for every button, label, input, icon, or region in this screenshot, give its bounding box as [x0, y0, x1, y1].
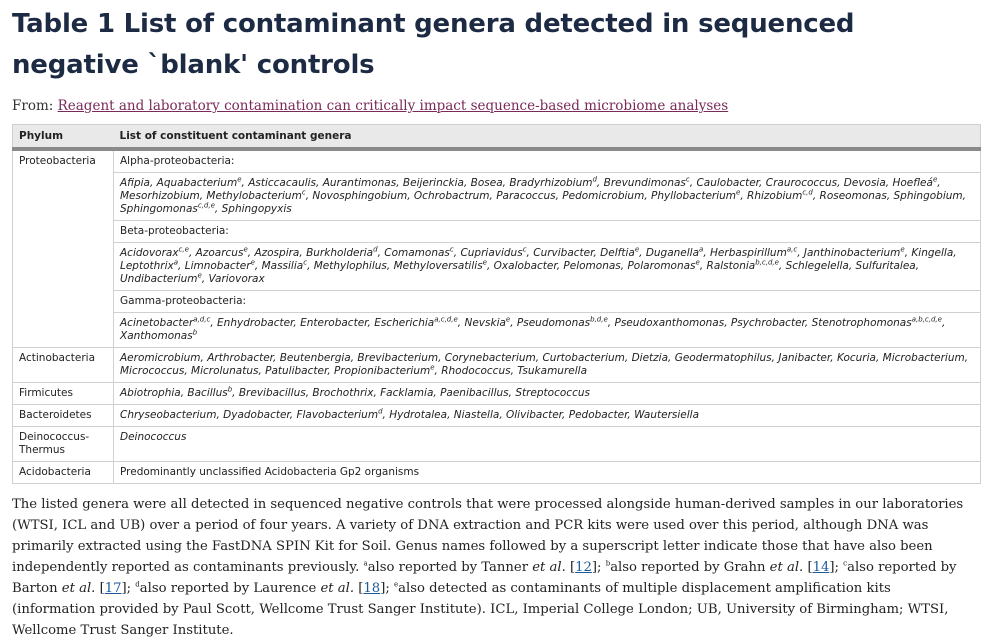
genus-name: Duganella — [645, 247, 700, 259]
genus-name: Aquabacterium — [156, 177, 238, 189]
genus-footnote-marker: e — [695, 258, 700, 267]
genus-name: Pedomicrobium — [562, 190, 645, 202]
genus-name: Methyloversatilis — [393, 260, 483, 272]
genus-name: Azospira — [254, 247, 300, 259]
genus-name: Enhydrobacter — [217, 317, 294, 329]
genus-footnote-marker: e — [634, 245, 640, 254]
genus-footnote-marker: b — [192, 328, 198, 337]
genus-name: Brevibacillus — [238, 387, 306, 399]
from-label: From: — [12, 98, 54, 114]
table-row — [13, 348, 981, 383]
genus-footnote-marker: c — [301, 188, 306, 197]
table-header-row — [13, 125, 981, 150]
footnote-etal: et al. — [769, 560, 804, 575]
genus-footnote-marker: e — [237, 175, 242, 184]
genus-name: Sulfuritalea — [855, 260, 916, 272]
table-row — [13, 405, 981, 427]
genus-name: Caulobacter — [696, 177, 760, 189]
genus-name: Dyadobacter — [223, 409, 290, 421]
genus-name: Phyllobacterium — [651, 190, 737, 202]
footnote-letter: e — [393, 580, 399, 589]
genus-name: Schlegelella — [785, 260, 849, 272]
genus-name: Kocuria — [836, 352, 876, 364]
genus-footnote-marker: e — [430, 363, 435, 372]
genus-name: Leptothrix — [120, 260, 174, 272]
genera-cell: Deinococcus — [114, 427, 981, 462]
genus-footnote-marker: a — [173, 258, 179, 267]
genus-name: Comamonas — [384, 247, 450, 259]
genus-name: Methylophilus — [313, 260, 387, 272]
genus-footnote-marker: c — [685, 175, 690, 184]
genus-name: Pedobacter — [568, 409, 628, 421]
genus-name: Sphingopyxis — [221, 203, 292, 215]
table-row — [13, 173, 981, 221]
genera-list-beta: Acidovorax$^{c,e}$, Azoarcus$^e$, Azospira, Burkholderia$^d$, Comamonas$^c$, Cupriavidus$^c$, Curvibacter, Delftia$^e$, Duganella$^a$, Herbaspirillum$^{a,c}$, Janthinobacterium$^e$, Kingella, Leptothrix$^a$, Limnobacter$^e$, Massilia$^c$, Methylophilus, Methyloversatilis$^e$, Oxalobacter, Pelomonas, Polaromonas$^e$, Ralstonia$^{b,c,d,e}$, Schlegelella, Sulfuritalea, Undibacterium$^e$, Variovorax — [114, 243, 981, 291]
genus-name: Sphingobium — [893, 190, 963, 202]
subgroup-label: Gamma-proteobacteria: — [114, 291, 981, 313]
reference-link[interactable]: 12 — [575, 560, 592, 575]
genus-name: Ochrobactrum — [413, 190, 490, 202]
genus-name: Beutenbergia — [279, 352, 351, 364]
genera-list-firmicutes: Abiotrophia, Bacillus$^b$, Brevibacillus, Brochothrix, Facklamia, Paenibacillus, Streptococcus — [114, 383, 981, 405]
source-line — [12, 98, 974, 114]
genus-name: Variovorax — [208, 273, 265, 285]
genus-name: Geodermatophilus — [674, 352, 772, 364]
genus-footnote-marker: e — [243, 245, 248, 254]
phylum-cell: Acidobacteria — [13, 462, 114, 484]
genus-name: Methylobacterium — [206, 190, 302, 202]
genera-cell: Predominantly unclassified Acidobacteria Gp2 organisms — [114, 462, 981, 484]
subgroup-label: Alpha-proteobacteria: — [114, 149, 981, 173]
genus-name: Acidovorax — [120, 247, 179, 259]
genus-footnote-marker: e — [932, 175, 938, 184]
genus-name: Novosphingobium — [312, 190, 408, 202]
genus-name: Craurococcus — [765, 177, 838, 189]
footnote-letter: c — [843, 559, 848, 568]
genus-name: Microlunatus — [191, 365, 259, 377]
footnote-letter: b — [605, 559, 611, 568]
genus-name: Dietzia — [631, 352, 669, 364]
genus-name: Microbacterium — [882, 352, 965, 364]
genus-name: Aeromicrobium — [120, 352, 201, 364]
genus-footnote-marker: c — [522, 245, 527, 254]
genus-name: Herbaspirillum — [710, 247, 787, 259]
reference-link[interactable]: 14 — [812, 560, 830, 575]
genus-name: Pseudomonas — [516, 317, 591, 329]
footnote-letter: d — [135, 580, 140, 589]
genus-footnote-marker: b,c,d,e — [755, 258, 779, 267]
genus-name: Hoefleá — [892, 177, 933, 189]
header-genera: List of constituent contaminant genera — [114, 125, 981, 150]
genus-footnote-marker: a — [699, 245, 704, 254]
genus-name: Cupriavidus — [460, 247, 523, 259]
genera-list-gamma: Acinetobacter$^{a,d,c}$, Enhydrobacter, Enterobacter, Escherichia$^{a,c,d,e}$, Nevskia$^e$, Pseudomonas$^{b,d,e}$, Pseudoxanthomonas, Psychrobacter, Stenotrophomonas$^{a,b,c,d,e}$, Xanthomonas$^b$ — [114, 313, 981, 348]
genus-name: Stenotrophomonas — [811, 317, 912, 329]
table-row — [13, 149, 981, 173]
genus-footnote-marker: e — [250, 258, 255, 267]
genus-footnote-marker: b — [227, 385, 233, 394]
genus-footnote-marker: b,d,e — [590, 315, 608, 324]
table-row — [13, 243, 981, 291]
genus-name: Psychrobacter — [730, 317, 805, 329]
genus-name: Corynebacterium — [444, 352, 536, 364]
genus-name: Afipia — [120, 177, 150, 189]
footnote-text: also reported by Barton — [12, 560, 957, 596]
genus-name: Mesorhizobium — [120, 190, 200, 202]
genus-footnote-marker: a,c — [786, 245, 798, 254]
genus-footnote-marker: e — [505, 315, 511, 324]
footnote-text: also reported by Tanner — [367, 560, 533, 575]
genus-name: Burkholderia — [306, 247, 374, 259]
genus-name: Delftia — [600, 247, 635, 259]
genus-footnote-marker: c — [303, 258, 308, 267]
genus-name: Azoarcus — [195, 247, 244, 259]
table-row — [13, 313, 981, 348]
genus-name: Curvibacter — [533, 247, 594, 259]
genus-name: Escherichia — [374, 317, 435, 329]
table-row — [13, 383, 981, 405]
genus-name: Sphingomonas — [120, 203, 198, 215]
genus-name: Xanthomonas — [120, 330, 193, 342]
genus-name: Flavobacterium — [296, 409, 379, 421]
genus-footnote-marker: d — [373, 245, 378, 254]
footnote-etal: et al. — [320, 581, 355, 596]
genus-name: Kingella — [911, 247, 954, 259]
genus-footnote-marker: a,b,c,d,e — [911, 315, 942, 324]
genus-name: Massilia — [261, 260, 304, 272]
genus-footnote-marker: d — [592, 175, 597, 184]
page-title: Table 1 List of contaminant genera detected in sequenced negative `blank' controls — [12, 9, 855, 80]
genus-name: Brevundimonas — [603, 177, 686, 189]
reference-link[interactable]: 18 — [363, 581, 381, 596]
phylum-cell: Bacteroidetes — [13, 405, 114, 427]
genus-footnote-marker: c — [449, 245, 454, 254]
genus-name: Brevibacterium — [357, 352, 439, 364]
genus-name: Niastella — [453, 409, 500, 421]
genus-name: Bosea — [470, 177, 503, 189]
footnote-text: also reported by Laurence — [139, 581, 321, 596]
table-row — [13, 291, 981, 313]
genus-footnote-marker: c,d,e — [197, 201, 215, 210]
legend-abbreviations: ICL, Imperial College London; UB, University of Birmingham; WTSI, Wellcome Trust Sanger Institute. — [12, 602, 949, 638]
genus-footnote-marker: d — [378, 407, 383, 416]
legend-note-e: also detected as contaminants of multiple displacement amplification kits (information provided by Paul Scott, Wellcome Trust Sanger Institute). — [12, 581, 891, 617]
genus-name: Janibacter — [778, 352, 831, 364]
subgroup-label: Beta-proteobacteria: — [114, 221, 981, 243]
genus-name: Abiotrophia — [120, 387, 181, 399]
legend-notes: $^a$also reported by Tanner et al. [12]; $^b$also reported by Grahn et al. [14]; $^c$also reported by Barton et al. [17]; $^d$also reported by Laurence et al. [18]; — [12, 559, 957, 596]
table-row — [13, 427, 981, 462]
genus-name: Acinetobacter — [120, 317, 194, 329]
genus-footnote-marker: e — [736, 188, 741, 197]
genera-list-actinobacteria: Aeromicrobium, Arthrobacter, Beutenbergia, Brevibacterium, Corynebacterium, Curtobacterium, Dietzia, Geodermatophilus, Janibacter, Kocuria, Microbacterium, Micrococcus, Microlunatus, Patulibacter, Propionibacterium$^e$, Rhodococcus, Tsukamurella — [114, 348, 981, 383]
genus-name: Facklamia — [380, 387, 434, 399]
genus-name: Chryseobacterium — [120, 409, 217, 421]
genus-name: Paracoccus — [496, 190, 556, 202]
footnote-letter: a — [363, 559, 368, 568]
genus-name: Streptococcus — [515, 387, 590, 399]
genus-name: Pseudoxanthomonas — [614, 317, 725, 329]
genus-footnote-marker: e — [482, 258, 487, 267]
genus-name: Ralstonia — [706, 260, 756, 272]
genus-name: Tsukamurella — [517, 365, 588, 377]
genus-name: Curtobacterium — [542, 352, 625, 364]
phylum-cell: Proteobacteria — [13, 149, 114, 348]
genus-name: Rhizobium — [747, 190, 803, 202]
genus-name: Bacillus — [187, 387, 228, 399]
genus-name: Brochothrix — [312, 387, 374, 399]
genus-name: Beijerinckia — [402, 177, 464, 189]
genus-name: Wautersiella — [634, 409, 700, 421]
phylum-cell: Actinobacteria — [13, 348, 114, 383]
genus-footnote-marker: e — [900, 245, 905, 254]
reference-link[interactable]: 17 — [104, 581, 122, 596]
genus-name: Arthrobacter — [207, 352, 274, 364]
genus-name: Bradyrhizobium — [509, 177, 593, 189]
genus-name: Hydrotalea — [389, 409, 448, 421]
footnote-text: also reported by Grahn — [610, 560, 770, 575]
genus-name: Micrococcus — [120, 365, 185, 377]
genus-name: Aurantimonas — [322, 177, 397, 189]
phylum-cell: Deinococcus-Thermus — [13, 427, 114, 462]
genus-name: Janthinobacterium — [803, 247, 901, 259]
genus-footnote-marker: a,d,c — [193, 315, 211, 324]
genus-name: Limnobacter — [184, 260, 251, 272]
genus-name: Devosia — [843, 177, 886, 189]
phylum-cell: Firmicutes — [13, 383, 114, 405]
genus-footnote-marker: c,d — [802, 188, 813, 197]
table-row — [13, 221, 981, 243]
source-article-link[interactable]: Reagent and laboratory contamination can critically impact sequence-based microbiome analyses — [57, 98, 729, 114]
genus-footnote-marker: c,e — [178, 245, 189, 254]
genus-name: Pelomonas — [563, 260, 621, 272]
genera-list-bacteroidetes: Chryseobacterium, Dyadobacter, Flavobacterium$^d$, Hydrotalea, Niastella, Olivibacter, Pedobacter, Wautersiella — [114, 405, 981, 427]
header-phylum: Phylum — [13, 125, 114, 150]
legend-intro: The listed genera were all detected in sequenced negative controls that were processed alongside human-derived samples in our laboratories (WTSI, ICL and UB) over a period of four years. A variety of DNA extraction and PCR kits were used over this period, although DNA was primarily extracted using the FastDNA SPIN Kit for Soil. Genus names followed by a superscript letter indicate those that have also been independently reported as contaminants previously. — [12, 497, 964, 575]
genera-list-alpha: Afipia, Aquabacterium$^e$, Asticcacaulis, Aurantimonas, Beijerinckia, Bosea, Bradyrhizobium$^d$, Brevundimonas$^c$, Caulobacter, Craurococcus, Devosia, Hoefleá$^e$, Mesorhizobium, Methylobacterium$^c$, Novosphingobium, Ochrobactrum, Paracoccus, Pedomicrobium, Phyllobacterium$^e$, Rhizobium$^{c,d}$, Roseomonas, Sphingobium, Sphingomonas$^{c,d,e}$, Sphingopyxis — [114, 173, 981, 221]
genus-name: Undibacterium — [120, 273, 198, 285]
genus-name: Roseomonas — [819, 190, 887, 202]
genus-name: Rhodococcus — [441, 365, 511, 377]
genus-name: Olivibacter — [506, 409, 563, 421]
genus-name: Patulibacter — [265, 365, 328, 377]
table-row — [13, 462, 981, 484]
genus-name: Enterobacter — [300, 317, 368, 329]
footnote-etal: et al. — [61, 581, 96, 596]
genus-name: Nevskia — [464, 317, 506, 329]
genus-footnote-marker: e — [197, 271, 202, 280]
genus-name: Oxalobacter — [493, 260, 557, 272]
genus-name: Polaromonas — [627, 260, 696, 272]
genus-name: Propionibacterium — [334, 365, 431, 377]
genus-name: Asticcacaulis — [248, 177, 317, 189]
contaminant-table — [12, 124, 981, 484]
genus-footnote-marker: a,c,d,e — [434, 315, 458, 324]
table-legend — [12, 494, 974, 641]
footnote-etal: et al. — [532, 560, 566, 575]
genus-name: Paenibacillus — [440, 387, 509, 399]
